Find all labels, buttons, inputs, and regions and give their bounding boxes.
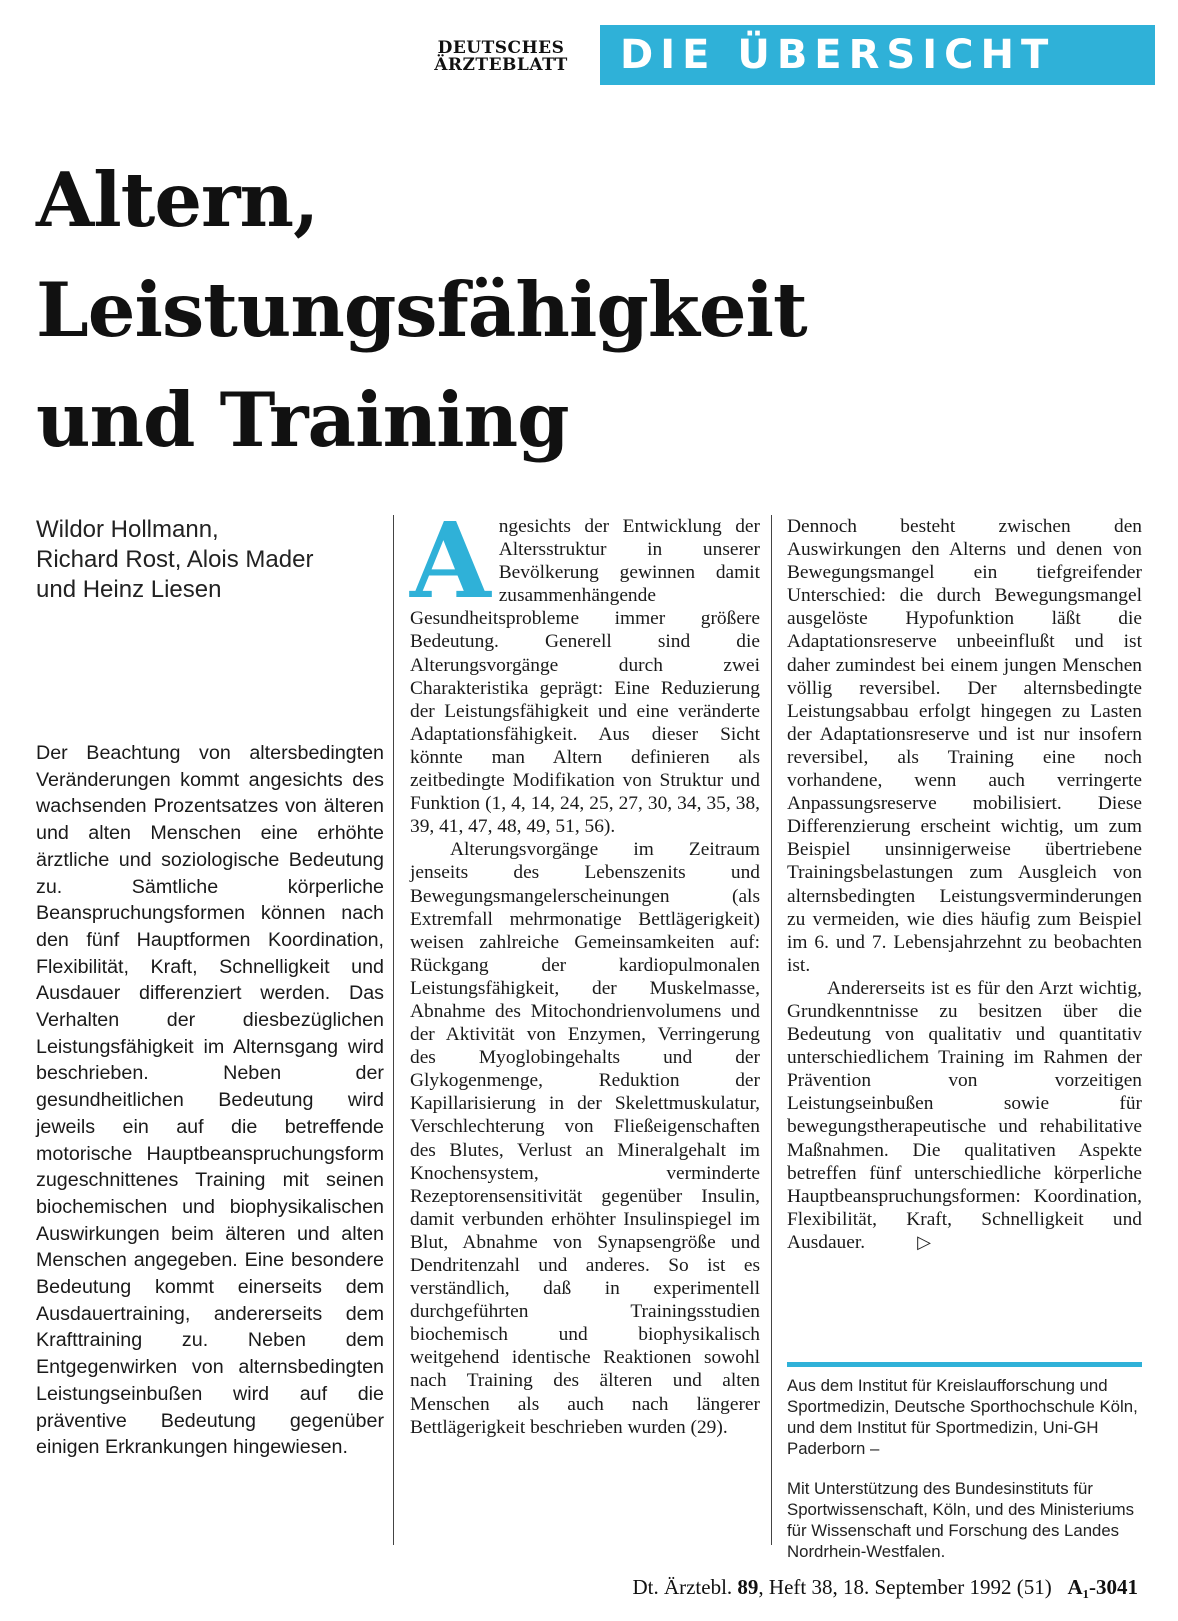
masthead-logo (415, 40, 587, 74)
affiliation-rule (787, 1362, 1142, 1367)
masthead-line-1: DEUTSCHES (437, 38, 565, 58)
title-line-3: und Training (36, 376, 569, 464)
body-paragraph-text: Andererseits ist es für den Arzt wichtig, Grundkenntnisse zu besitzen über die Bedeutung von qualitativ und quantitativ unterschiedlichem Training im Rahmen der Prävention von vorzeitigen Leistungseinbußen sowie für bewegungstherapeutische und rehabilitative Maßnahmen. Die qualitativen Aspekte betreffen fünf unterschiedliche körperliche Hauptbeanspruchungsformen: Koordination, Flexibilität, Kraft, Schnelligkeit und Ausdauer. (787, 977, 1142, 1253)
section-label: DIE ÜBERSICHT (620, 32, 1056, 78)
body-paragraph (787, 977, 1142, 1254)
title-line-1: Altern, (36, 156, 319, 244)
footer-journal: Dt. Ärztebl. (632, 1575, 733, 1599)
affiliation-note: Aus dem Institut für Kreislaufforschung und Sportmedizin, Deutsche Sporthochschule Köln, und dem Institut für Sportmedizin, Uni-GH Paderborn – (787, 1376, 1138, 1458)
masthead-line-2: ÄRZTEBLATT (434, 55, 568, 75)
authors (36, 515, 396, 605)
author-line: Wildor Hollmann, (36, 516, 219, 543)
body-paragraph: Dennoch besteht zwischen den Auswirkungen den Alterns und denen von Bewegungsmangel ein tiefgreifender Unterschied: die durch Bewegungsmangel ausgelöste Hypofunktion läßt die Adaptationsreserve unbeeinflußt und ist daher zumindest bei einem jungen Menschen völlig reversibel. Der alternsbedingte Leistungsabbau erfolgt hingegen zu Lasten der Adaptationsreserve und ist nur insofern reversibel, als Training eine noch vorhandene, wenn auch verringerte Anpassungsreserve mobilisiert. Diese Differenzierung erscheint wichtig, um zum Beispiel unsinnigerweise übertriebene Trainingsbelastungen zum Ausgleich von alternsbedingten Leistungsverminderungen zu vermeiden, wie dies häufig zum Beispiel im 6. und 7. Lebensjahrzehnt zu beobachten ist. (787, 516, 1142, 976)
body-column-3 (787, 515, 1142, 1254)
column-divider (393, 515, 394, 1545)
body-paragraph (410, 499, 760, 838)
footer-volume: 89 (737, 1575, 759, 1599)
drop-cap: A (410, 499, 491, 622)
abstract (36, 740, 384, 1461)
footer-issue-date: , Heft 38, 18. September 1992 (51) (758, 1575, 1052, 1599)
author-line: und Heinz Liesen (36, 576, 222, 603)
funding-note: Mit Unterstützung des Bundesinstituts für Sportwissenschaft, Köln, und des Ministeriums für Wissenschaft und Forschung des Landes Nordrhein-Westfalen. (787, 1479, 1134, 1561)
title-line-2: Leistungsfähigkeit (36, 266, 807, 354)
body-paragraph: Alterungsvorgänge im Zeitraum jenseits des Lebenszenits und Bewegungsmangelerscheinungen (als Extremfall mehrmonatige Bettlägerigkeit) weisen zahlreiche Gemeinsamkeiten auf: Rückgang der kardiopulmonalen Leistungsfähigkeit, der Muskelmasse, Abnahme des Mitochondrienvolumens und der Aktivität von Enzymen, Verringerung des Myoglobingehalts und der Glykogenmenge, Reduktion der Kapillarisierung in der Skelettmuskulatur, Verschlechterung von Fließeigenschaften des Blutes, Verlust an Mineralgehalt im Knochensystem, verminderte Rezeptorensensitivität gegenüber Insulin, damit verbunden erhöhter Insulinspiegel im Blut, Abnahme von Synapsengröße und Dendritenzahl und anderes. So ist es verständlich, daß in experimentell durchgeführten Trainingsstudien biochemisch und biophysikalisch weitgehend identische Reaktionen sowohl nach Training des älteren und alten Menschen als auch nach längerer Bettlägerigkeit beschrieben wurden (29). (410, 839, 760, 1438)
body-column-2 (410, 499, 760, 1439)
column-divider (771, 515, 772, 1545)
abstract-text: Der Beachtung von altersbedingten Veränderungen kommt angesichts des wachsenden Prozentsatzes von älteren und alten Menschen eine erhöhte ärztliche und soziologische Bedeutung zu. Sämtliche körperliche Beanspruchungsformen können nach den fünf Hauptformen Koordination, Flexibilität, Kraft, Schnelligkeit und Ausdauer differenziert werden. Das Verhalten der diesbezüglichen Leistungsfähigkeit im Alternsgang wird beschrieben. Neben der gesundheitlichen Bedeutung wird jeweils ein auf die betreffende motorische Hauptbeanspruchungsform zugeschnittenes Training mit seinen biochemischen und biophysikalischen Auswirkungen beim älteren und alten Menschen angegeben. Eine besondere Bedeutung kommt einerseits dem Ausdauertraining, andererseits dem Krafttraining zu. Neben dem Entgegenwirken von alternsbedingten Leistungseinbußen wird auf die präventive Bedeutung gegenüber einigen Erkrankungen hingewiesen. (36, 742, 384, 1459)
footer-page-number: A₁-3041 (1067, 1575, 1138, 1599)
body-paragraph-text: ngesichts der Entwicklung der Altersstruktur in unserer Bevölkerung gewinnen damit zusammenhängende Gesundheitsprobleme immer größere Bedeutung. Generell sind die Alterungsvorgänge durch zwei Charakteristika geprägt: Eine Reduzierung der Leistungsfähigkeit und eine veränderte Adaptationsfähigkeit. Aus dieser Sicht könnte man Altern definieren als zeitbedingte Modifikation von Struktur und Funktion (1, 4, 14, 24, 25, 27, 30, 34, 35, 38, 39, 41, 47, 48, 49, 51, 56). (410, 516, 760, 838)
article-title (36, 145, 807, 475)
section-banner (600, 25, 1155, 85)
page-footer (632, 1575, 1138, 1600)
author-line: Richard Rost, Alois Mader (36, 546, 314, 573)
continue-arrow-icon: ▷ (917, 1231, 931, 1252)
